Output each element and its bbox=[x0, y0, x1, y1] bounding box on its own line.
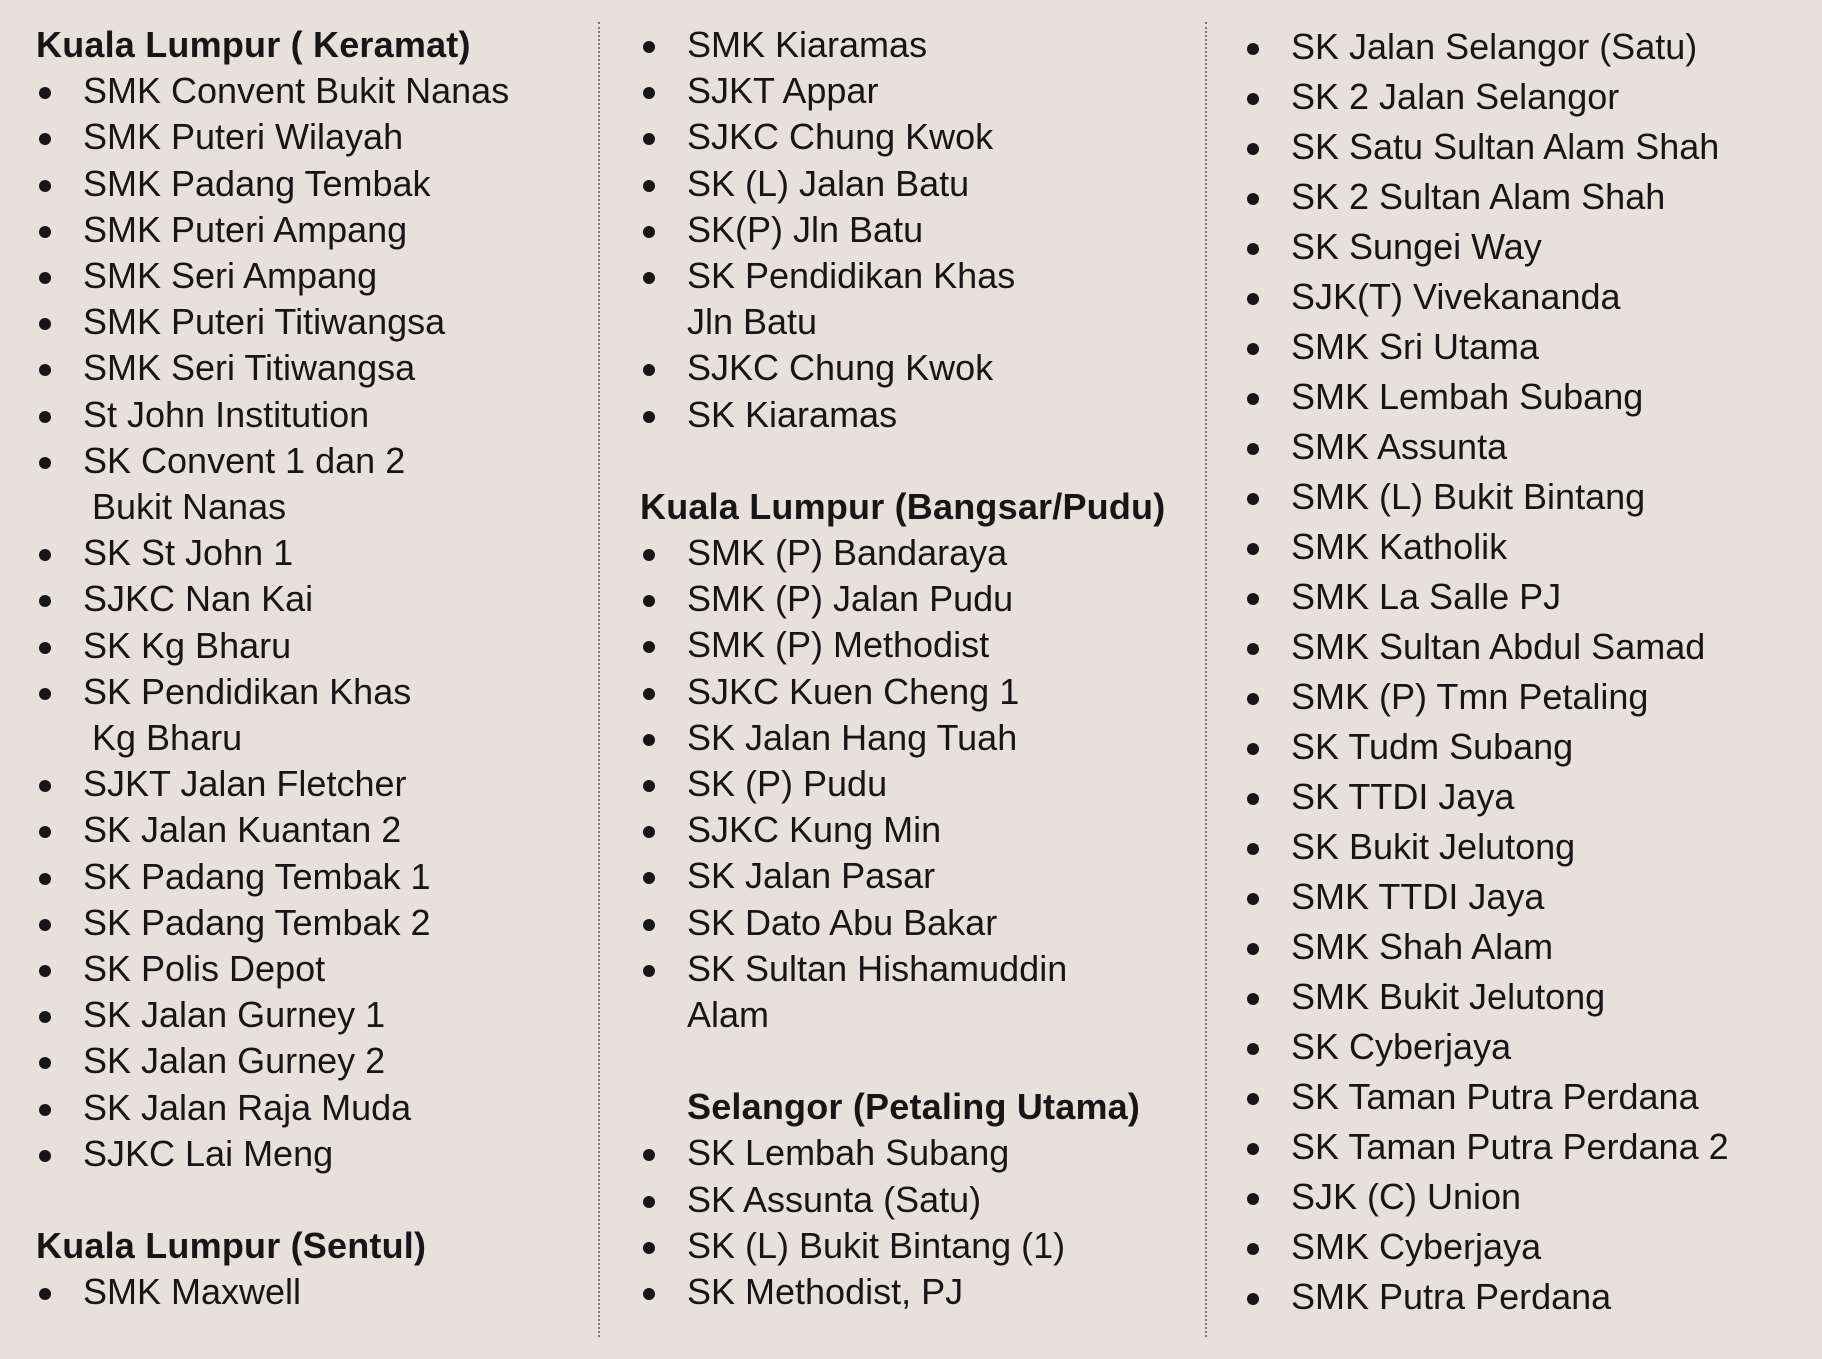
list-item: SJKC Kung Min bbox=[640, 807, 1210, 853]
list-item: SK Bukit Jelutong bbox=[1244, 822, 1804, 872]
section-heading-bangsar-pudu: Kuala Lumpur (Bangsar/Pudu) bbox=[640, 485, 1166, 527]
section-heading-sentul: Kuala Lumpur (Sentul) bbox=[36, 1225, 427, 1267]
school-list-petaling-utama-continued bbox=[1244, 22, 1804, 1322]
list-item-continuation: Jln Batu bbox=[687, 301, 818, 343]
list-item: SMK Lembah Subang bbox=[1244, 372, 1804, 422]
list-item-continuation: Kg Bharu bbox=[92, 717, 243, 759]
column-3 bbox=[1244, 22, 1804, 1322]
list-item: SMK Cyberjaya bbox=[1244, 1222, 1804, 1272]
list-item: SMK Putra Perdana bbox=[1244, 1272, 1804, 1322]
list-item: SK Convent 1 dan 2 bbox=[36, 438, 596, 484]
list-item: SK Methodist, PJ bbox=[640, 1269, 1210, 1315]
list-item: SJK(T) Vivekananda bbox=[1244, 272, 1804, 322]
list-item: SMK (L) Bukit Bintang bbox=[1244, 472, 1804, 522]
section-heading-keramat: Kuala Lumpur ( Keramat) bbox=[36, 24, 471, 65]
list-item: SK Kiaramas bbox=[640, 392, 1210, 438]
school-list-sentul-continued bbox=[640, 22, 1210, 438]
list-item: SK Taman Putra Perdana bbox=[1244, 1072, 1804, 1122]
list-item: SK Jalan Selangor (Satu) bbox=[1244, 22, 1804, 72]
school-list-petaling-utama bbox=[640, 1130, 1210, 1315]
list-item: SJKC Kuen Cheng 1 bbox=[640, 669, 1210, 715]
list-item: SK Tudm Subang bbox=[1244, 722, 1804, 772]
list-item: SK 2 Sultan Alam Shah bbox=[1244, 172, 1804, 222]
school-list-sentul bbox=[36, 1269, 596, 1315]
list-item: SK Lembah Subang bbox=[640, 1130, 1210, 1176]
list-item: SK Dato Abu Bakar bbox=[640, 900, 1210, 946]
column-divider bbox=[598, 22, 600, 1337]
list-item: SJKT Jalan Fletcher bbox=[36, 761, 596, 807]
list-item: SMK La Salle PJ bbox=[1244, 572, 1804, 622]
column-1 bbox=[36, 22, 596, 1315]
section-spacer bbox=[640, 438, 1210, 484]
school-list-bangsar-pudu bbox=[640, 530, 1210, 1038]
list-item: SJKC Nan Kai bbox=[36, 576, 596, 622]
list-item-continuation: Alam bbox=[687, 994, 770, 1036]
list-item: SMK Sri Utama bbox=[1244, 322, 1804, 372]
list-item: SK Jalan Gurney 2 bbox=[36, 1038, 596, 1084]
list-item: SMK Shah Alam bbox=[1244, 922, 1804, 972]
list-item: SJKC Chung Kwok bbox=[640, 345, 1210, 391]
list-item: SK (P) Pudu bbox=[640, 761, 1210, 807]
list-item: SK Cyberjaya bbox=[1244, 1022, 1804, 1072]
list-item: SMK Seri Ampang bbox=[36, 253, 596, 299]
list-item: SK Jalan Pasar bbox=[640, 853, 1210, 899]
list-item: SMK (P) Methodist bbox=[640, 622, 1210, 668]
list-item: St John Institution bbox=[36, 392, 596, 438]
list-item: SMK Convent Bukit Nanas bbox=[36, 68, 596, 114]
list-item: SK Satu Sultan Alam Shah bbox=[1244, 122, 1804, 172]
section-spacer bbox=[36, 1177, 596, 1223]
column-2 bbox=[640, 22, 1210, 1315]
list-item: SMK Seri Titiwangsa bbox=[36, 345, 596, 391]
school-list-keramat bbox=[36, 68, 596, 1177]
list-item: SJK (C) Union bbox=[1244, 1172, 1804, 1222]
list-item: SMK Padang Tembak bbox=[36, 161, 596, 207]
list-item: SK Kg Bharu bbox=[36, 623, 596, 669]
list-item: SMK (P) Tmn Petaling bbox=[1244, 672, 1804, 722]
list-item: SK (L) Jalan Batu bbox=[640, 161, 1210, 207]
list-item: SMK Bukit Jelutong bbox=[1244, 972, 1804, 1022]
list-item: SK 2 Jalan Selangor bbox=[1244, 72, 1804, 122]
list-item: SK Taman Putra Perdana 2 bbox=[1244, 1122, 1804, 1172]
list-item: SMK Sultan Abdul Samad bbox=[1244, 622, 1804, 672]
list-item: SK TTDI Jaya bbox=[1244, 772, 1804, 822]
list-item: SK Pendidikan Khas bbox=[640, 253, 1210, 299]
list-item: SMK Maxwell bbox=[36, 1269, 596, 1315]
section-heading-petaling-utama: Selangor (Petaling Utama) bbox=[687, 1086, 1141, 1128]
list-item: SK Assunta (Satu) bbox=[640, 1177, 1210, 1223]
list-item: SMK Kiaramas bbox=[640, 22, 1210, 68]
list-item: SK (L) Bukit Bintang (1) bbox=[640, 1223, 1210, 1269]
list-item: SMK (P) Jalan Pudu bbox=[640, 576, 1210, 622]
list-item: SMK Puteri Titiwangsa bbox=[36, 299, 596, 345]
list-item: SMK Puteri Wilayah bbox=[36, 114, 596, 160]
list-item: SJKC Chung Kwok bbox=[640, 114, 1210, 160]
list-item: SK Polis Depot bbox=[36, 946, 596, 992]
list-item: SK Sultan Hishamuddin bbox=[640, 946, 1210, 992]
list-item: SK Sungei Way bbox=[1244, 222, 1804, 272]
list-item: SMK Puteri Ampang bbox=[36, 207, 596, 253]
list-item-continuation: Bukit Nanas bbox=[92, 486, 287, 528]
list-item: SMK Assunta bbox=[1244, 422, 1804, 472]
list-item: SJKC Lai Meng bbox=[36, 1131, 596, 1177]
list-item: SMK Katholik bbox=[1244, 522, 1804, 572]
list-item: SK Jalan Raja Muda bbox=[36, 1085, 596, 1131]
list-item: SK Pendidikan Khas bbox=[36, 669, 596, 715]
section-spacer bbox=[640, 1038, 1210, 1084]
list-item: SK Padang Tembak 2 bbox=[36, 900, 596, 946]
list-item: SMK TTDI Jaya bbox=[1244, 872, 1804, 922]
list-item: SMK (P) Bandaraya bbox=[640, 530, 1210, 576]
list-item: SK Padang Tembak 1 bbox=[36, 854, 596, 900]
list-item: SK Jalan Kuantan 2 bbox=[36, 807, 596, 853]
list-item: SJKT Appar bbox=[640, 68, 1210, 114]
list-item: SK Jalan Gurney 1 bbox=[36, 992, 596, 1038]
column-divider bbox=[1205, 22, 1207, 1337]
list-item: SK(P) Jln Batu bbox=[640, 207, 1210, 253]
list-item: SK Jalan Hang Tuah bbox=[640, 715, 1210, 761]
list-item: SK St John 1 bbox=[36, 530, 596, 576]
